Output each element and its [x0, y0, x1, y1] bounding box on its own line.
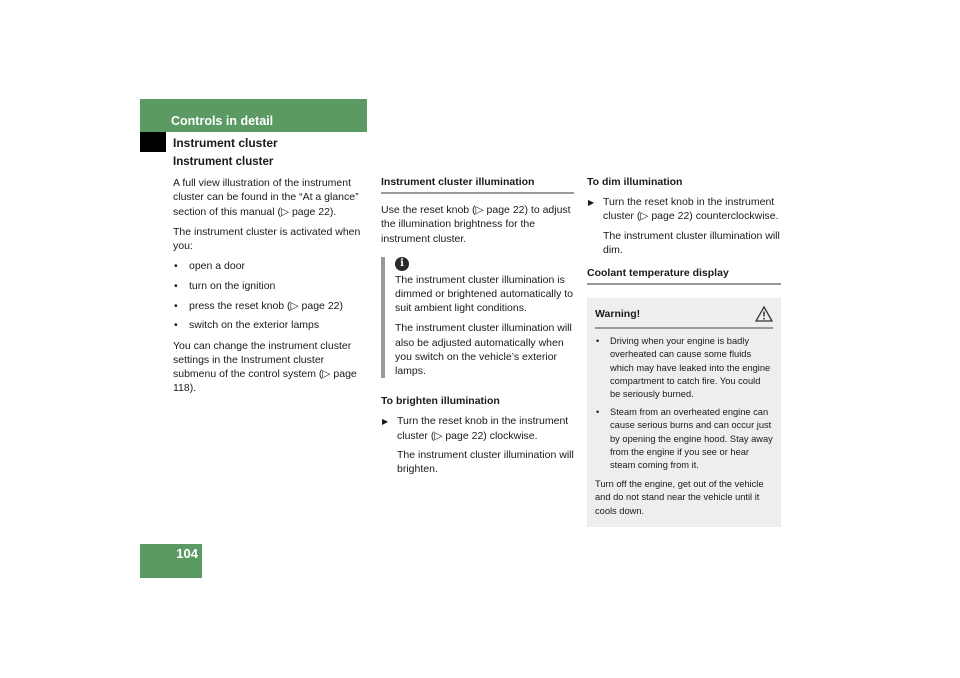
page-title: Instrument cluster	[173, 156, 274, 168]
bullet-icon: •	[174, 299, 178, 312]
warning-header	[595, 306, 773, 329]
arrow-right-icon: ▶	[382, 417, 389, 427]
warning-list	[595, 335, 773, 472]
column-1	[173, 155, 369, 401]
activation-list	[173, 259, 369, 332]
column-3	[587, 175, 781, 527]
list-item: • press the reset knob (▷ page 22)	[174, 299, 343, 312]
bullet-icon: •	[596, 336, 600, 347]
info-note	[381, 257, 574, 378]
dim-step: ▶ Turn the reset knob in the instrument cluster (▷ page 22) counterclockwise.	[588, 196, 779, 223]
bullet-icon: •	[174, 279, 178, 292]
settings-paragraph: You can change the instrument cluster settings in the Instrument cluster submenu of the control system (▷ page 118).	[173, 339, 357, 395]
note-paragraph-1: The instrument cluster illumination is dimmed or brightened automatically to suit ambient light conditions.	[395, 273, 574, 315]
note-paragraph-2: The instrument cluster illumination will also be adjusted automatically when you switch on the vehicle’s exterior lamps.	[395, 322, 572, 378]
brighten-step: ▶ Turn the reset knob in the instrument cluster (▷ page 22) clockwise.	[382, 415, 569, 442]
list-item: • open a door	[174, 260, 246, 273]
dim-heading: To dim illumination	[587, 176, 683, 188]
header-marker	[140, 132, 166, 152]
subsection-title: Instrument cluster	[173, 136, 278, 150]
list-item: • Driving when your engine is badly overheated can cause some fluids which may have leaked into the engine compartment to catch fire. You could be seriously burned.	[596, 336, 771, 400]
bullet-icon: •	[174, 260, 178, 273]
illumination-paragraph: Use the reset knob (▷ page 22) to adjust the illumination brightness for the instrument cluster.	[381, 204, 571, 245]
bullet-icon: •	[596, 407, 600, 418]
section-title: Controls in detail	[171, 114, 274, 128]
page-number: 104	[176, 546, 198, 561]
list-item: • switch on the exterior lamps	[174, 319, 320, 332]
column-2	[381, 175, 574, 476]
dim-result: The instrument cluster illumination will dim.	[603, 229, 780, 256]
bullet-icon: •	[174, 319, 178, 332]
list-item: • Steam from an overheated engine can cause serious burns and can occur just by opening the engine hood. Stay away from the engine if you see or hear steam coming from it.	[596, 407, 773, 471]
warning-title: Warning!	[595, 307, 641, 320]
warning-triangle-icon	[755, 306, 773, 322]
illumination-heading: Instrument cluster illumination	[381, 175, 574, 194]
arrow-right-icon: ▶	[588, 198, 595, 208]
info-icon: i	[395, 257, 409, 271]
list-item: • turn on the ignition	[174, 279, 276, 292]
activation-paragraph: The instrument cluster is activated when you:	[173, 225, 361, 253]
coolant-heading: Coolant temperature display	[587, 266, 781, 285]
intro-paragraph: A full view illustration of the instrument cluster can be found in the “At a glance” section of this manual (▷ page 22).	[173, 177, 359, 218]
warning-footer: Turn off the engine, get out of the vehicle and do not stand near the vehicle until it cools down.	[595, 479, 764, 516]
brighten-heading: To brighten illumination	[381, 395, 500, 408]
brighten-result: The instrument cluster illumination will brighten.	[397, 448, 574, 476]
warning-box	[587, 298, 781, 527]
